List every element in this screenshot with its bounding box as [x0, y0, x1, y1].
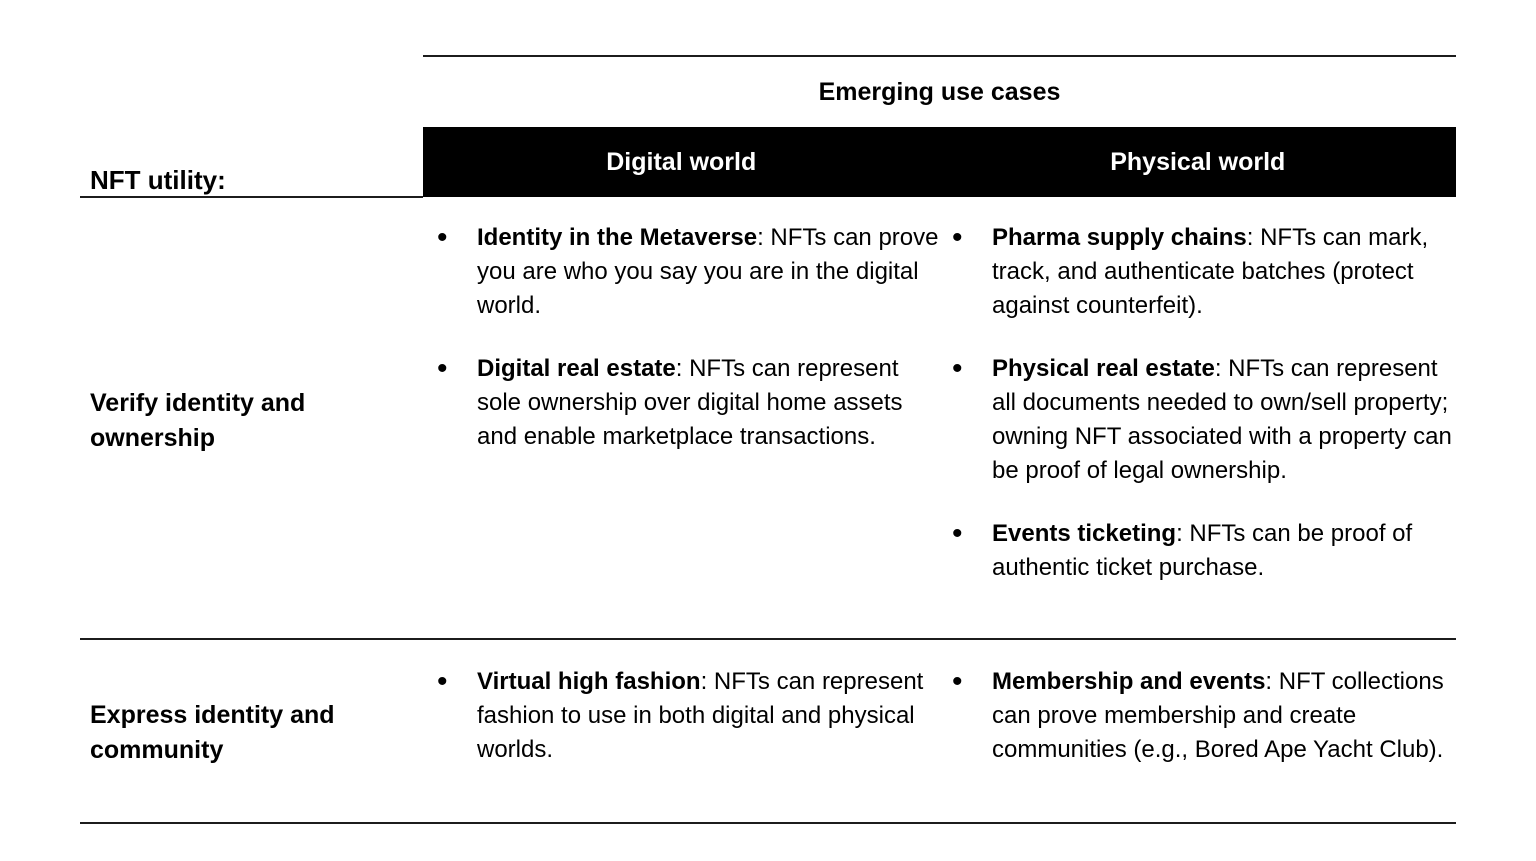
list-item	[952, 352, 1460, 488]
bullet-term: Virtual high fashion	[477, 668, 701, 695]
row1-digital-cell	[437, 221, 939, 454]
list-item	[437, 221, 939, 323]
bullet-term: Digital real estate	[477, 355, 676, 382]
bullet-icon: •	[952, 517, 963, 550]
bullet-item-text	[992, 352, 1460, 488]
bullet-icon: •	[952, 352, 963, 385]
list-item	[952, 517, 1460, 585]
bullet-icon: •	[437, 665, 448, 698]
bullet-item-text	[992, 665, 1460, 767]
bullet-item-text	[477, 221, 939, 323]
bullet-icon: •	[952, 221, 963, 254]
bullet-desc: : NFTs can represent all documents needed to own/sell property; owning NFT associated with a property can be proof of legal ownership.	[992, 355, 1452, 484]
list-item	[437, 665, 939, 767]
emerging-use-cases-title: Emerging use cases	[818, 78, 1061, 106]
row-label-express-identity: Express identity and community	[90, 701, 335, 764]
row2-digital-cell	[437, 665, 939, 767]
bullet-term: Pharma supply chains	[992, 224, 1247, 251]
bullet-term: Membership and events	[992, 668, 1266, 695]
row-label-verify-identity: Verify identity and ownership	[90, 389, 306, 452]
bullet-term: Identity in the Metaverse	[477, 224, 758, 251]
bullet-item-text	[992, 517, 1460, 585]
list-item	[952, 665, 1460, 767]
bullet-desc: : NFTs can represent sole ownership over digital home assets and enable marketplace transactions.	[477, 355, 903, 450]
bullet-item-text	[992, 221, 1460, 323]
bullet-icon: •	[952, 665, 963, 698]
bullet-item-text	[477, 665, 939, 767]
column-header-digital-world: Digital world	[606, 147, 757, 176]
bullet-icon: •	[437, 221, 448, 254]
row-divider-rule	[80, 638, 1456, 640]
bullet-item-text	[477, 352, 939, 454]
nft-utility-axis-label: NFT utility:	[90, 165, 226, 195]
bullet-desc: : NFTs can be proof of authentic ticket purchase.	[992, 520, 1413, 581]
header-top-rule	[423, 55, 1456, 57]
bullet-term: Events ticketing	[992, 520, 1177, 547]
bullet-desc: : NFTs can represent fashion to use in both digital and physical worlds.	[477, 668, 924, 763]
bullet-desc: : NFTs can mark, track, and authenticate batches (protect against counterfeit).	[992, 224, 1429, 319]
list-item	[437, 352, 939, 454]
bullet-icon: •	[437, 352, 448, 385]
bullet-desc: : NFTs can prove you are who you say you are in the digital world.	[477, 224, 939, 319]
axis-label-underline	[80, 196, 423, 198]
row1-physical-cell	[952, 221, 1460, 585]
column-header-bar	[423, 127, 1456, 197]
table-bottom-rule	[80, 822, 1456, 824]
bullet-desc: : NFT collections can prove membership and create communities (e.g., Bored Ape Yacht Club).	[992, 668, 1444, 763]
column-header-physical-world: Physical world	[1110, 147, 1286, 176]
bullet-term: Physical real estate	[992, 355, 1215, 382]
row2-physical-cell	[952, 665, 1460, 767]
list-item	[952, 221, 1460, 323]
